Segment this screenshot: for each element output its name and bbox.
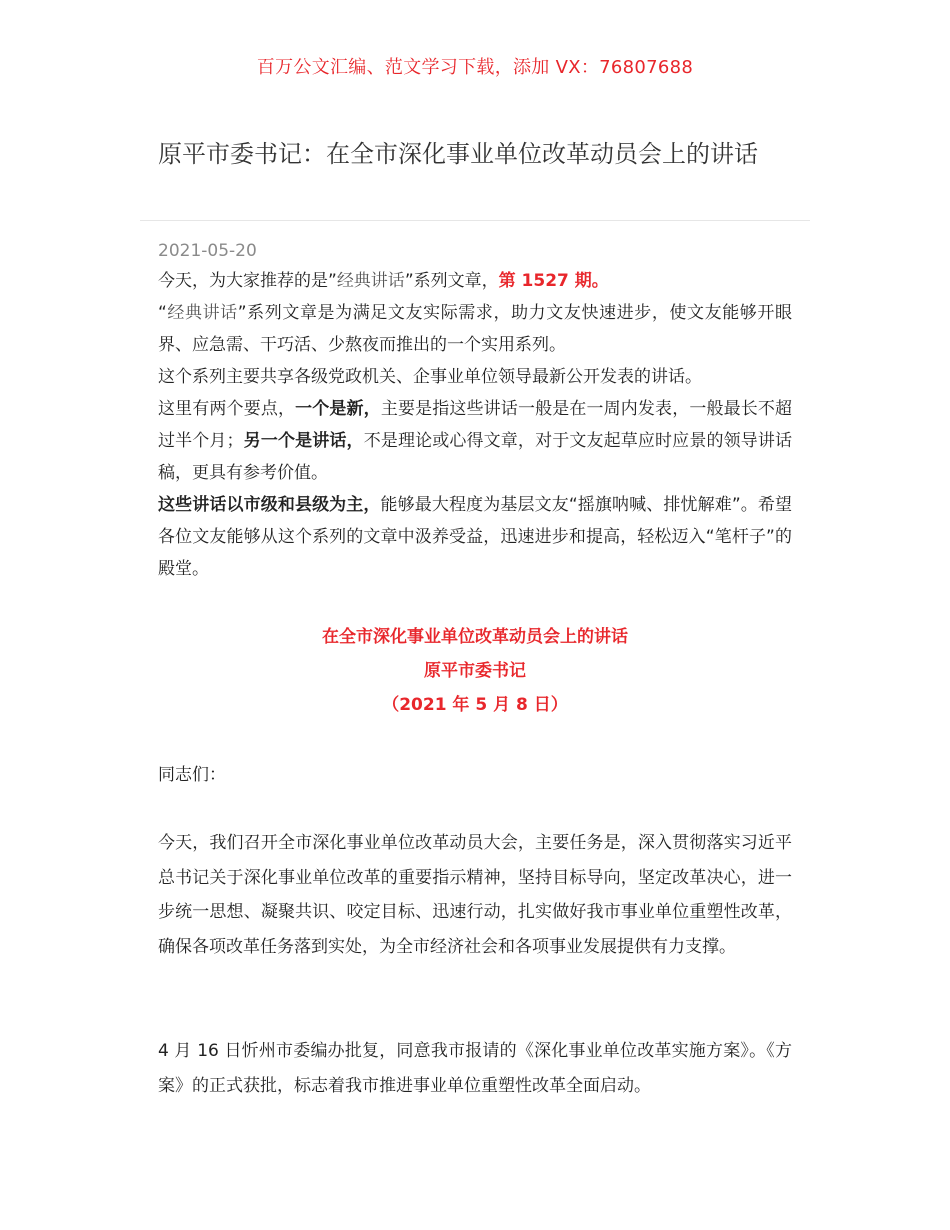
intro-text: ”系列文章是为满足文友实际需求，助力文友快速进步，使文友能够开眼界、应急需、干巧活、少熬夜而推出的一个实用系列。 (158, 303, 792, 355)
speech-paragraph-1: 今天，我们召开全市深化事业单位改革动员大会，主要任务是，深入贯彻落实习近平总书记关于深化事业单位改革的重要指示精神，坚持目标导向，坚定改革决心，进一步统一思想、凝聚共识、咬定目标、迅速行动，扎实做好我市事业单位重塑性改革，确保各项改革任务落到实处，为全市经济社会和各项事业发展提供有力支撑。 (158, 833, 792, 957)
article-header (158, 136, 792, 172)
speech-heading: 在全市深化事业单位改革动员会上的讲话 (322, 627, 628, 647)
intro-text: 这里有两个要点， (158, 399, 296, 419)
intro-text: 不是理论或心得文章，对于文友起草应时应景的领导讲话稿，更具有参考价值。 (158, 431, 793, 483)
key-point-2: 另一个是讲话， (243, 431, 364, 451)
speech-paragraph-2: 4 月 16 日忻州市委编办批复，同意我市报请的《深化事业单位改革实施方案》。《方案》的正式获批，标志着我市推进事业单位重塑性改革全面启动。 (158, 1041, 792, 1096)
intro-text: 今天，为大家推荐的是” (158, 271, 337, 291)
intro-text: ”系列文章， (404, 271, 499, 291)
title-divider (140, 220, 810, 221)
key-point-1: 一个是新， (295, 399, 381, 419)
intro-line-1 (158, 265, 792, 297)
promo-banner: 百万公文汇编、范文学习下载，添加 VX：76807688 (256, 57, 694, 78)
intro-line-4 (158, 393, 792, 489)
article-intro (158, 237, 792, 585)
intro-line-5 (158, 489, 792, 585)
article-title: 原平市委书记：在全市深化事业单位改革动员会上的讲话 (158, 140, 758, 168)
speech-speaker: 原平市委书记 (424, 661, 526, 681)
intro-line-2 (158, 297, 792, 361)
speech-heading-block (0, 620, 950, 722)
key-point-3: 这些讲话以市级和县级为主， (158, 495, 381, 515)
publish-date: 2021-05-20 (158, 241, 257, 261)
series-name: 经典讲话 (336, 271, 405, 291)
speech-date: （2021 年 5 月 8 日） (382, 695, 568, 715)
intro-text: 能够最大程度为基层文友“摇旗呐喊、排忧解难”。希望各位文友能够从这个系列的文章中汲养受益，迅速进步和提高，轻松迈入“笔杆子”的殿堂。 (158, 495, 792, 579)
issue-number: 第 1527 期。 (498, 271, 609, 291)
intro-text: “ (158, 303, 167, 323)
intro-line-3: 这个系列主要共享各级党政机关、企事业单位领导最新公开发表的讲话。 (158, 367, 702, 387)
series-name: 经典讲话 (166, 303, 238, 323)
speech-salutation: 同志们： (158, 765, 226, 785)
intro-text: 主要是指这些讲话一般是在一周内发表，一般最长不超过半个月； (158, 399, 793, 451)
